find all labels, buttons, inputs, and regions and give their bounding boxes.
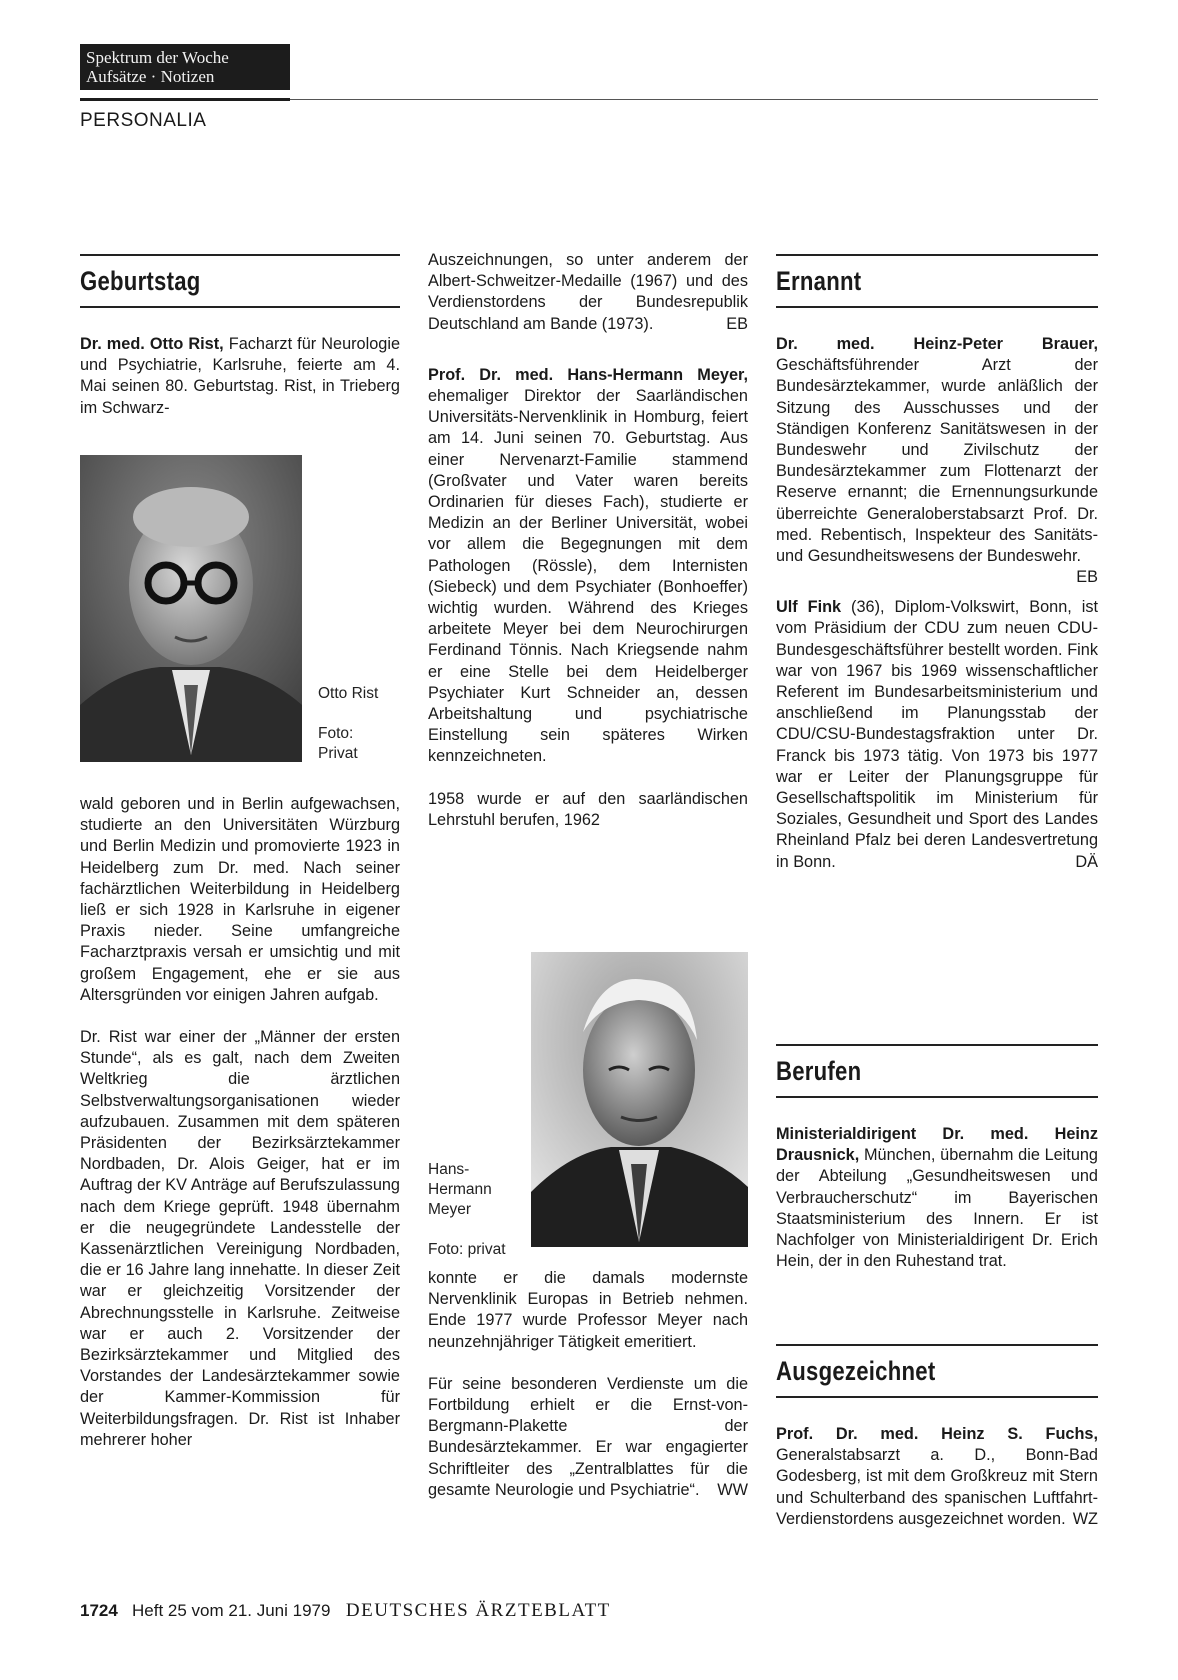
article-text: wald geboren und in Berlin aufgewachsen, studierte an den Universitäten Würzburg und Berlin Medizin und promovierte 1923 in Heidelberg zum Dr. med. Nach seiner fachärztlichen Weiterbildung in Heidelberg ließ er sich 1928 in Karlsruhe in eigener Praxis nieder. Seine umfangreiche Facharztpraxis versah er umsichtig und mit großem Engagement, ehe er sie aus Altersgründen vor einigen Jahren aufgab. <box>80 795 400 1004</box>
issue-info: Heft 25 vom 21. Juni 1979 <box>132 1601 331 1620</box>
person-name: Ulf Fink <box>776 598 842 617</box>
article-text: ehemaliger Direktor der Saarländischen Universitäts-Nervenklinik in Homburg, feiert am 14. Juni seinen 70. Geburtstag. Aus einer Nervenarzt-Familie stammend (Großvater und Vater waren bereits Ordinarien für dieses Fach), studierte er Medizin an der Berliner Universität, wobei vor allem die Begegnungen mit dem Pathologen (Rössle), dem Internisten (Siebeck) und dem Psychiater (Bonhoeffer) wichtig wurden. Während des Krieges arbeitete Meyer bei dem Neurochirurgen Ferdinand Tönnis. Nach Kriegsende nahm er eine Stelle bei dem Heidelberger Psychiater Kurt Schneider an, dessen Arbeitshaltung und psychiatrische Einstellung sein späteres Wirken kennzeichneten. <box>428 387 748 766</box>
rule <box>776 1096 1098 1098</box>
photo-caption-name: Hans- Hermann Meyer <box>428 1161 492 1218</box>
masthead <box>80 44 290 90</box>
rule <box>776 1396 1098 1398</box>
article-text: München, übernahm die Leitung der Abteilung „Gesundheitswesen und Verbraucherschutz“ im Bayerischen Staatsministerium des Innern. Er ist Nachfolger von Ministerialdirigent Dr. Erich Hein, der in den Ruhestand trat. <box>776 1146 1098 1271</box>
heading-geburtstag: Geburtstag <box>80 266 201 296</box>
rule <box>80 306 400 308</box>
heading-ernannt: Ernannt <box>776 266 862 296</box>
portrait-image <box>531 952 748 1247</box>
rule <box>776 1044 1098 1046</box>
masthead-line1: Spektrum der Woche <box>86 48 229 67</box>
photo-caption-credit: Foto: <box>318 725 354 742</box>
photo-otto-rist <box>80 455 302 762</box>
section-label: PERSONALIA <box>80 110 207 131</box>
photo-caption-credit: Privat <box>318 745 358 762</box>
author-signature: WW <box>717 1480 748 1499</box>
article-text: 1958 wurde er auf den saarländischen Lehrstuhl berufen, 1962 <box>428 789 748 829</box>
author-signature: DÄ <box>1075 852 1098 871</box>
heading-ausgezeichnet: Ausgezeichnet <box>776 1356 936 1386</box>
masthead-line2: Aufsätze · Notizen <box>86 67 215 86</box>
heading-berufen: Berufen <box>776 1056 862 1086</box>
author-signature: EB <box>726 314 748 333</box>
article-text: Auszeichnungen, so unter anderem der Albert-Schweitzer-Medaille (1967) und des Verdienstordens der Bundesrepublik Deutschland am Bande (1973). <box>428 251 748 333</box>
article-rist-intro <box>80 334 400 440</box>
person-name: Dr. med. Otto Rist, <box>80 335 224 353</box>
person-name: Prof. Dr. med. Heinz S. Fuchs, <box>776 1425 1098 1443</box>
article-text: Für seine besonderen Verdienste um die Fortbildung erhielt er die Ernst-von-Bergmann-Plakette der Bundesärztekammer. Er war engagierter Schriftleiter des „Zentralblattes für die gesamte Neurologie und Psychiatrie“. <box>428 1374 748 1499</box>
person-name: Ministerialdirigent Dr. med. Heinz Drausnick, <box>776 1125 1098 1165</box>
person-name: Dr. med. Heinz-Peter Brauer, <box>776 335 1098 353</box>
section-ausgezeichnet <box>776 1424 1098 1551</box>
photo-hans-hermann-meyer <box>531 952 748 1247</box>
article-meyer-cont <box>428 1268 748 1522</box>
photo-caption-name: Otto Rist <box>318 685 379 702</box>
page-number: 1724 <box>80 1601 118 1620</box>
publication-name: DEUTSCHES ÄRZTEBLATT <box>345 1600 611 1621</box>
article-meyer <box>428 250 748 852</box>
rule <box>776 1344 1098 1346</box>
article-text: Dr. Rist war einer der „Männer der ersten Stunde“, als es galt, nach dem Zweiten Weltkrieg die ärztlichen Selbstverwaltungsorganisationen wieder aufzubauen. Zusammen mit dem späteren Präsidenten der Bezirksärztekammer Nordbaden, Dr. Alois Geiger, hat er im Auftrag der KV Anträge auf Berufszulassung nach dem Kriege geprüft. 1948 übernahm er die neugegründete Landesstelle der Kassenärztlichen Vereinigung Nordbaden, die er 16 Jahre lang innehatte. In dieser Zeit war er gleichzeitig Vorsitzender der Abrechnungsstelle in Karlsruhe. Zeitweise war er auch 2. Vorsitzender der Bezirksärztekammer und Mitglied des Vorstandes der Landesärztekammer sowie der Kammer-Kommission für Weiterbildungsfragen. Dr. Rist ist Inhaber mehrerer hoher <box>80 1028 400 1449</box>
author-signature: WZ <box>1072 1509 1098 1528</box>
article-text: Generalstabsarzt a. D., Bonn-Bad Godesberg, ist mit dem Großkreuz mit Stern und Schulterband des spanischen Luftfahrt-Verdienstordens ausgezeichnet worden. <box>776 1446 1098 1528</box>
top-rule-accent <box>80 98 290 101</box>
portrait-image <box>80 455 302 762</box>
person-name: Prof. Dr. med. Hans-Hermann Meyer, <box>428 365 748 384</box>
article-rist-body <box>80 794 400 1472</box>
rule <box>776 254 1098 256</box>
article-text: (36), Diplom-Volkswirt, Bonn, ist vom Präsidium der CDU zum neuen CDU-Bundesgeschäftsführer bestellt worden. Fink war von 1967 bis 1969 wissenschaftlicher Referent im Bundesarbeitsministerium und anschließend im Planungsstab der CDU/CSU-Bundestagsfraktion unter Dr. Franck bis 1973 tätig. Von 1973 bis 1977 war er Leiter der Planungsgruppe für Gesellschaftspolitik im Ministerium für Soziales, Gesundheit und Sport des Landes Rheinland Pfalz bei deren Landesvertretung in Bonn. <box>776 598 1098 871</box>
page-footer <box>80 1600 611 1622</box>
photo-caption-credit: Foto: privat <box>428 1241 506 1258</box>
article-text: Geschäftsführender Arzt der Bundesärztekammer, wurde anläßlich der Sitzung des Ausschusses und der Ständigen Konferenz Sanitätswesen in der Bundeswehr und Zivilschutz der Bundesärztekammer zum Flottenarzt der Reserve ernannt; die Ernennungsurkunde überreichte Generaloberstabsarzt Prof. Dr. med. Rebentisch, Inspekteur des Sanitäts- und Gesundheitswesens der Bundeswehr. <box>776 356 1098 566</box>
author-signature: EB <box>1076 568 1098 587</box>
rule <box>80 254 400 256</box>
rule <box>776 306 1098 308</box>
section-ernannt <box>776 334 1098 894</box>
article-text: Facharzt für Neurologie und Psychiatrie, Karlsruhe, feierte am 4. Mai seinen 80. Geburtstag. Rist, in Trieberg im Schwarz- <box>80 335 400 417</box>
article-text: konnte er die damals modernste Nervenklinik Europas in Betrieb nehmen. Ende 1977 wurde Professor Meyer nach neunzehnjähriger Tätigkeit emeritiert. <box>428 1269 748 1351</box>
section-berufen <box>776 1124 1098 1293</box>
